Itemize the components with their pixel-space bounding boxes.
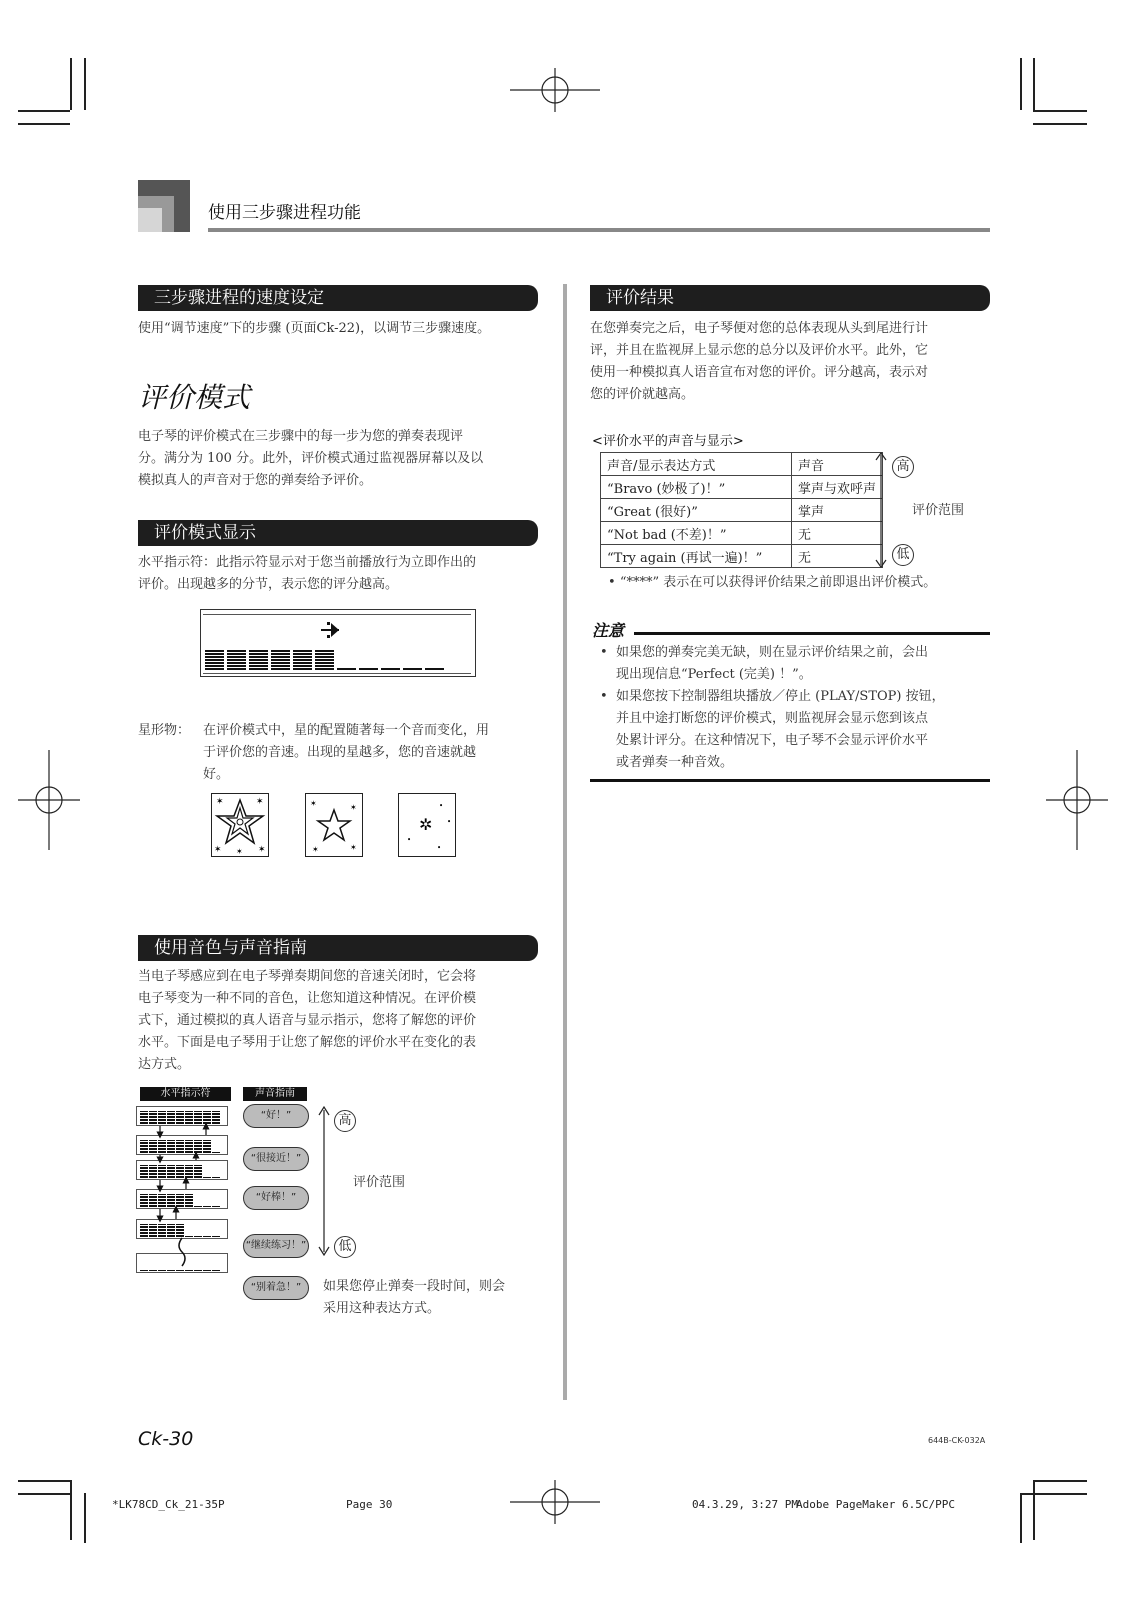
- running-header-title: 使用三步骤进程功能: [208, 203, 361, 223]
- table-range-arrow: [875, 452, 887, 568]
- level-segment-on: [271, 650, 290, 670]
- note-title: 注意: [592, 621, 625, 640]
- slug-file: *LK78CD_Ck_21-35P: [112, 1498, 225, 1511]
- doc-code: 644B-CK-032A: [928, 1436, 986, 1445]
- star-box-medium: [305, 793, 363, 857]
- level-segment-off: [359, 650, 378, 670]
- stop-note: 如果您停止弹奏一段时间，则会 采用这种表达方式。: [323, 1279, 506, 1316]
- low-marker: 低: [334, 1236, 356, 1258]
- voice-bubble: “很接近！”: [243, 1147, 309, 1171]
- svg-text:•: •: [437, 844, 442, 852]
- section-heading-result: 评价结果: [590, 285, 990, 311]
- level-segment-on: [205, 650, 224, 670]
- voice-bubble: “好！”: [243, 1104, 309, 1128]
- section-heading-guide: 使用音色与声音指南: [138, 935, 538, 961]
- header-rule: [208, 228, 990, 232]
- level-arrows: [136, 1106, 246, 1276]
- table-high-marker: 高: [892, 456, 914, 478]
- section-heading-speed: 三步骤进程的速度设定: [138, 285, 538, 311]
- table-header-row: [601, 453, 883, 476]
- column-divider: [563, 284, 567, 1400]
- registration-mark-right: [1046, 750, 1108, 850]
- level-segment-off: [337, 650, 356, 670]
- svg-text:✶: ✶: [216, 797, 224, 807]
- speed-text: 使用“调节速度”下的步骤 (页面Ck-22)，以调节三步骤速度。: [138, 321, 491, 336]
- note-list: [600, 642, 990, 774]
- high-marker: 高: [334, 1110, 356, 1132]
- level-segment-off: [425, 650, 444, 670]
- range-arrow: [318, 1106, 330, 1256]
- level-indicator: [205, 650, 447, 674]
- page-number: Ck-30: [138, 1428, 194, 1450]
- table-row: “Bravo (妙极了)！” 掌声与欢呼声: [601, 476, 883, 499]
- star-icon: [306, 794, 362, 856]
- svg-text:✶: ✶: [312, 845, 319, 854]
- svg-text:•: •: [407, 836, 412, 844]
- svg-text:✶: ✶: [350, 803, 357, 812]
- result-text: 在您弹奏完之后，电子琴便对您的总体表现从头到尾进行计 评，并且在监视屏上显示您的总分以及评价水平。此外，它 使用一种模拟真人语音宣布对您的评价。评分越高，表示对 您的评价就越高。: [590, 321, 929, 402]
- table-header: 声音: [792, 453, 883, 476]
- star-box-many: [211, 793, 269, 857]
- svg-text:✶: ✶: [214, 845, 222, 855]
- registration-mark-bottom: [510, 1480, 600, 1524]
- table-footnote: • “****” 表示在可以获得评价结果之前即退出评价模式。: [608, 575, 937, 590]
- svg-text:✲: ✲: [419, 815, 433, 834]
- mode-text: 电子琴的评价模式在三步骤中的每一步为您的弹奏表现评 分。满分为 100 分。此外，评价模式通过监视器屏幕以及以 模拟真人的声音对于您的弹奏给予评价。: [138, 429, 484, 488]
- table-row: “Try again (再试一遍)！” 无: [601, 545, 883, 568]
- star-box-few: [398, 793, 456, 857]
- svg-text:•: •: [447, 818, 452, 826]
- level-segment-on: [315, 650, 334, 670]
- col-label-level: 水平指示符: [140, 1087, 231, 1101]
- svg-text:✶: ✶: [350, 843, 357, 852]
- table-row: “Not bad (不差)！” 无: [601, 522, 883, 545]
- level-segment-off: [403, 650, 422, 670]
- svg-text:✶: ✶: [258, 845, 266, 855]
- sparkle-icon: [399, 794, 455, 856]
- section-heading-display: 评价模式显示: [138, 520, 538, 546]
- slug-page: Page 30: [346, 1498, 393, 1511]
- note-rule-bottom: [590, 779, 990, 782]
- level-segment-off: [381, 650, 400, 670]
- display-text: 水平指示符：此指示符显示对于您当前播放行为立即作出的 评价。出现越多的分节，表示您的评分越高。: [138, 555, 477, 592]
- table-low-marker: 低: [892, 544, 914, 566]
- star-text: 在评价模式中，星的配置随著每一个音而变化，用 于评价您的音速。出现的星越多，您的音速就越 好。: [203, 723, 490, 782]
- voice-bubble: “好棒！”: [243, 1186, 309, 1210]
- list-item: • 如果您的弹奏完美无缺，则在显示评价结果之前，会出 现出现信息“Perfect (完美) ！”。: [600, 645, 929, 682]
- evaluation-table: [600, 452, 883, 568]
- col-label-voice: 声音指南: [243, 1087, 307, 1101]
- range-label: 评价范围: [353, 1175, 406, 1190]
- star-icon: [212, 794, 268, 856]
- mode-title: 评价模式: [138, 381, 251, 414]
- registration-mark-top: [510, 68, 600, 112]
- table-caption: <评价水平的声音与显示>: [592, 434, 744, 449]
- slug-date: 04.3.29, 3:27 PM: [692, 1498, 798, 1511]
- note-rule-top: [634, 632, 990, 635]
- table-range-label: 评价范围: [912, 503, 965, 518]
- guide-text: 当电子琴感应到在电子琴弹奏期间您的音速关闭时，它会将 电子琴变为一种不同的音色，让您知道这种情况。在评价模 式下，通过模拟的真人语音与显示指示，您将了解您的评价 水平。下面是电子琴用于让您了解您的评价水平在变化的表 达方式。: [138, 969, 477, 1072]
- slug-app: Adobe PageMaker 6.5C/PPC: [796, 1498, 955, 1511]
- svg-text:•: •: [439, 802, 444, 810]
- level-segment-on: [227, 650, 246, 670]
- star-label: 星形物：: [138, 723, 191, 738]
- svg-text:✶: ✶: [310, 799, 317, 808]
- voice-bubble: “继续练习！”: [243, 1234, 309, 1258]
- svg-text:✶: ✶: [256, 797, 264, 807]
- list-item: • 如果您按下控制器组块播放／停止 (PLAY/STOP) 按钮， 并且中途打断您的评价模式，则监视屏会显示您到该点 处累计评分。在这种情况下，电子琴不会显示评价水平 或者弹奏一种音效。: [600, 689, 945, 770]
- svg-text:✶: ✶: [236, 847, 243, 856]
- level-segment-on: [249, 650, 268, 670]
- metronome-icon: [319, 620, 341, 640]
- level-segment-on: [293, 650, 312, 670]
- table-row: “Great (很好)” 掌声: [601, 499, 883, 522]
- lcd-display: [200, 609, 476, 677]
- table-header: 声音/显示表达方式: [601, 453, 792, 476]
- voice-bubble: “别着急！”: [243, 1276, 309, 1300]
- registration-mark-left: [18, 750, 80, 850]
